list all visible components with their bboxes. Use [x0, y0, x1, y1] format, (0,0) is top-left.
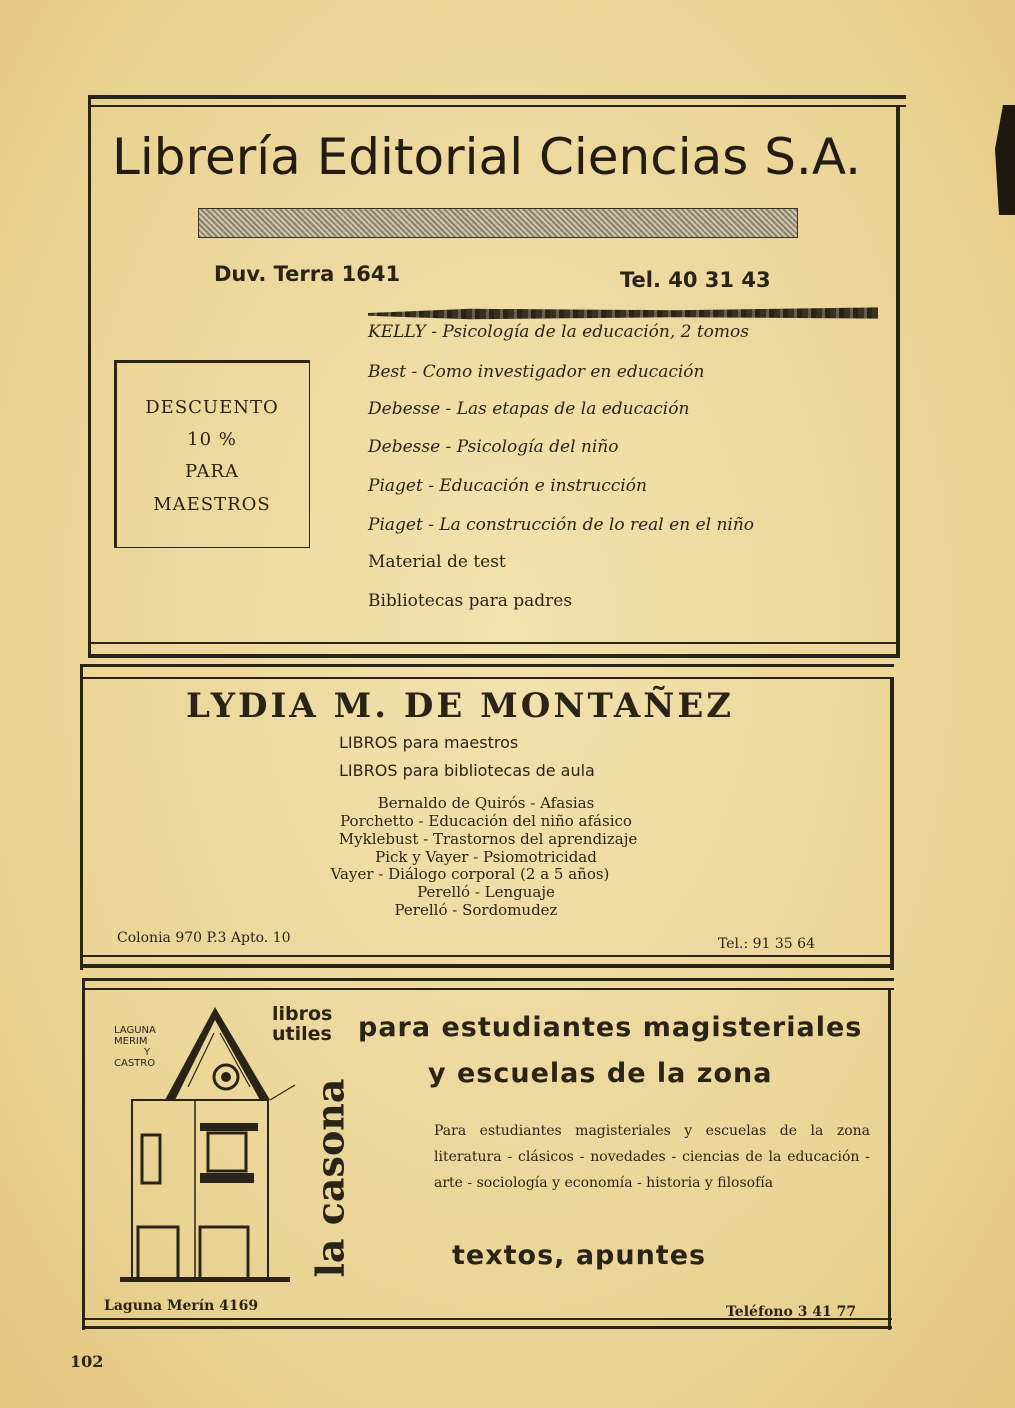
ad2-top-rule-thin: [80, 677, 894, 679]
ad2-book: Perelló - Sordomudez: [394, 901, 558, 919]
ad2-bottom-rule: [80, 964, 894, 968]
ad2-line: LIBROS para bibliotecas de aula: [339, 761, 595, 780]
ad2-book: Perelló - Lenguaje: [417, 883, 555, 901]
ad1-book: Piaget - La construcción de lo real en el niño: [368, 515, 755, 535]
ad3-right-rule: [888, 988, 891, 1330]
libros-utiles: [272, 1004, 332, 1044]
sign-line: LAGUNA: [114, 1025, 156, 1036]
ad3-tagline: textos, apuntes: [452, 1240, 707, 1271]
ad1-book: Debesse - Psicología del niño: [368, 437, 619, 457]
ad1-extra: Bibliotecas para padres: [368, 591, 573, 611]
utiles-text: utiles: [272, 1023, 332, 1045]
ad2-right-rule: [890, 677, 894, 970]
sign-line: MERIM: [114, 1036, 148, 1047]
ad2-title: LYDIA M. DE MONTAÑEZ: [186, 686, 735, 726]
ad3-headline-1: para estudiantes magisteriales: [358, 1012, 863, 1043]
ad3-description: Para estudiantes magisteriales y escuelas de la zona literatura - clásicos - novedades - ciencias de la educación - arte - sociología y economía - historia y filosofía: [434, 1123, 870, 1191]
ad1-title: Librería Editorial Ciencias S.A.: [112, 128, 862, 186]
discount-line: DESCUENTO: [145, 397, 279, 418]
ad1-book: KELLY - Psicología de la educación, 2 tomos: [368, 322, 749, 342]
ad3-left-rule: [82, 978, 85, 1330]
ad1-address: Duv. Terra 1641: [214, 262, 401, 286]
ad3-top-rule: [82, 978, 894, 981]
ad3-headline-2: y escuelas de la zona: [428, 1058, 773, 1089]
ad2-line: LIBROS para maestros: [339, 733, 519, 752]
sign-line: CASTRO: [114, 1058, 156, 1069]
ad2-book: Myklebust - Trastornos del aprendizaje: [338, 830, 638, 848]
ad2-bottom-rule-thin: [80, 955, 894, 957]
ad1-decorative-bar: [198, 208, 798, 238]
ad1-book: Debesse - Las etapas de la educación: [368, 399, 690, 419]
ad1-left-rule: [88, 95, 91, 657]
ad2-book: Pick y Vayer - Psiomotricidad: [375, 848, 597, 866]
ad1-bottom-rule: [88, 654, 900, 658]
ad1-brush-stroke: [368, 306, 878, 320]
ad2-address: Colonia 970 P.3 Apto. 10: [117, 930, 291, 946]
ad1-top-rule-thin: [88, 105, 906, 107]
ad2-phone: Tel.: 91 35 64: [718, 936, 815, 952]
ad3-top-rule-thin: [82, 988, 894, 990]
la-casona-brand: la casona: [307, 1078, 353, 1278]
discount-line: MAESTROS: [153, 494, 271, 515]
ad2-book: Bernaldo de Quirós - Afasias: [377, 794, 595, 812]
discount-line: PARA: [184, 461, 239, 482]
ad1-phone: Tel. 40 31 43: [620, 268, 771, 292]
ad2-book: Porchetto - Educación del niño afásico: [340, 812, 632, 830]
ad2-top-rule: [80, 664, 894, 667]
ad3-address: Laguna Merín 4169: [104, 1298, 259, 1314]
ad1-book: Piaget - Educación e instrucción: [368, 476, 647, 496]
discount-line: 10 %: [187, 429, 237, 450]
ad1-top-rule: [88, 95, 906, 99]
ad3-phone: Teléfono 3 41 77: [726, 1304, 857, 1320]
sign-line: Y: [144, 1047, 151, 1058]
page-edge-wear: [995, 105, 1015, 215]
page-number: 102: [70, 1352, 104, 1371]
ad1-right-rule: [896, 105, 900, 658]
ad3-bottom-rule: [82, 1326, 892, 1329]
brand-vertical: [305, 1078, 355, 1280]
ad2-book: Vayer - Diálogo corporal (2 a 5 años): [330, 865, 610, 883]
house-sign: [114, 1025, 156, 1069]
libros-text: libros: [272, 1003, 333, 1025]
ad2-left-rule: [80, 664, 83, 970]
ad1-extra: Material de test: [368, 552, 506, 572]
discount-box: [114, 360, 310, 548]
ad1-bottom-rule-thin: [88, 642, 900, 644]
ad1-book: Best - Como investigador en educación: [368, 362, 705, 382]
